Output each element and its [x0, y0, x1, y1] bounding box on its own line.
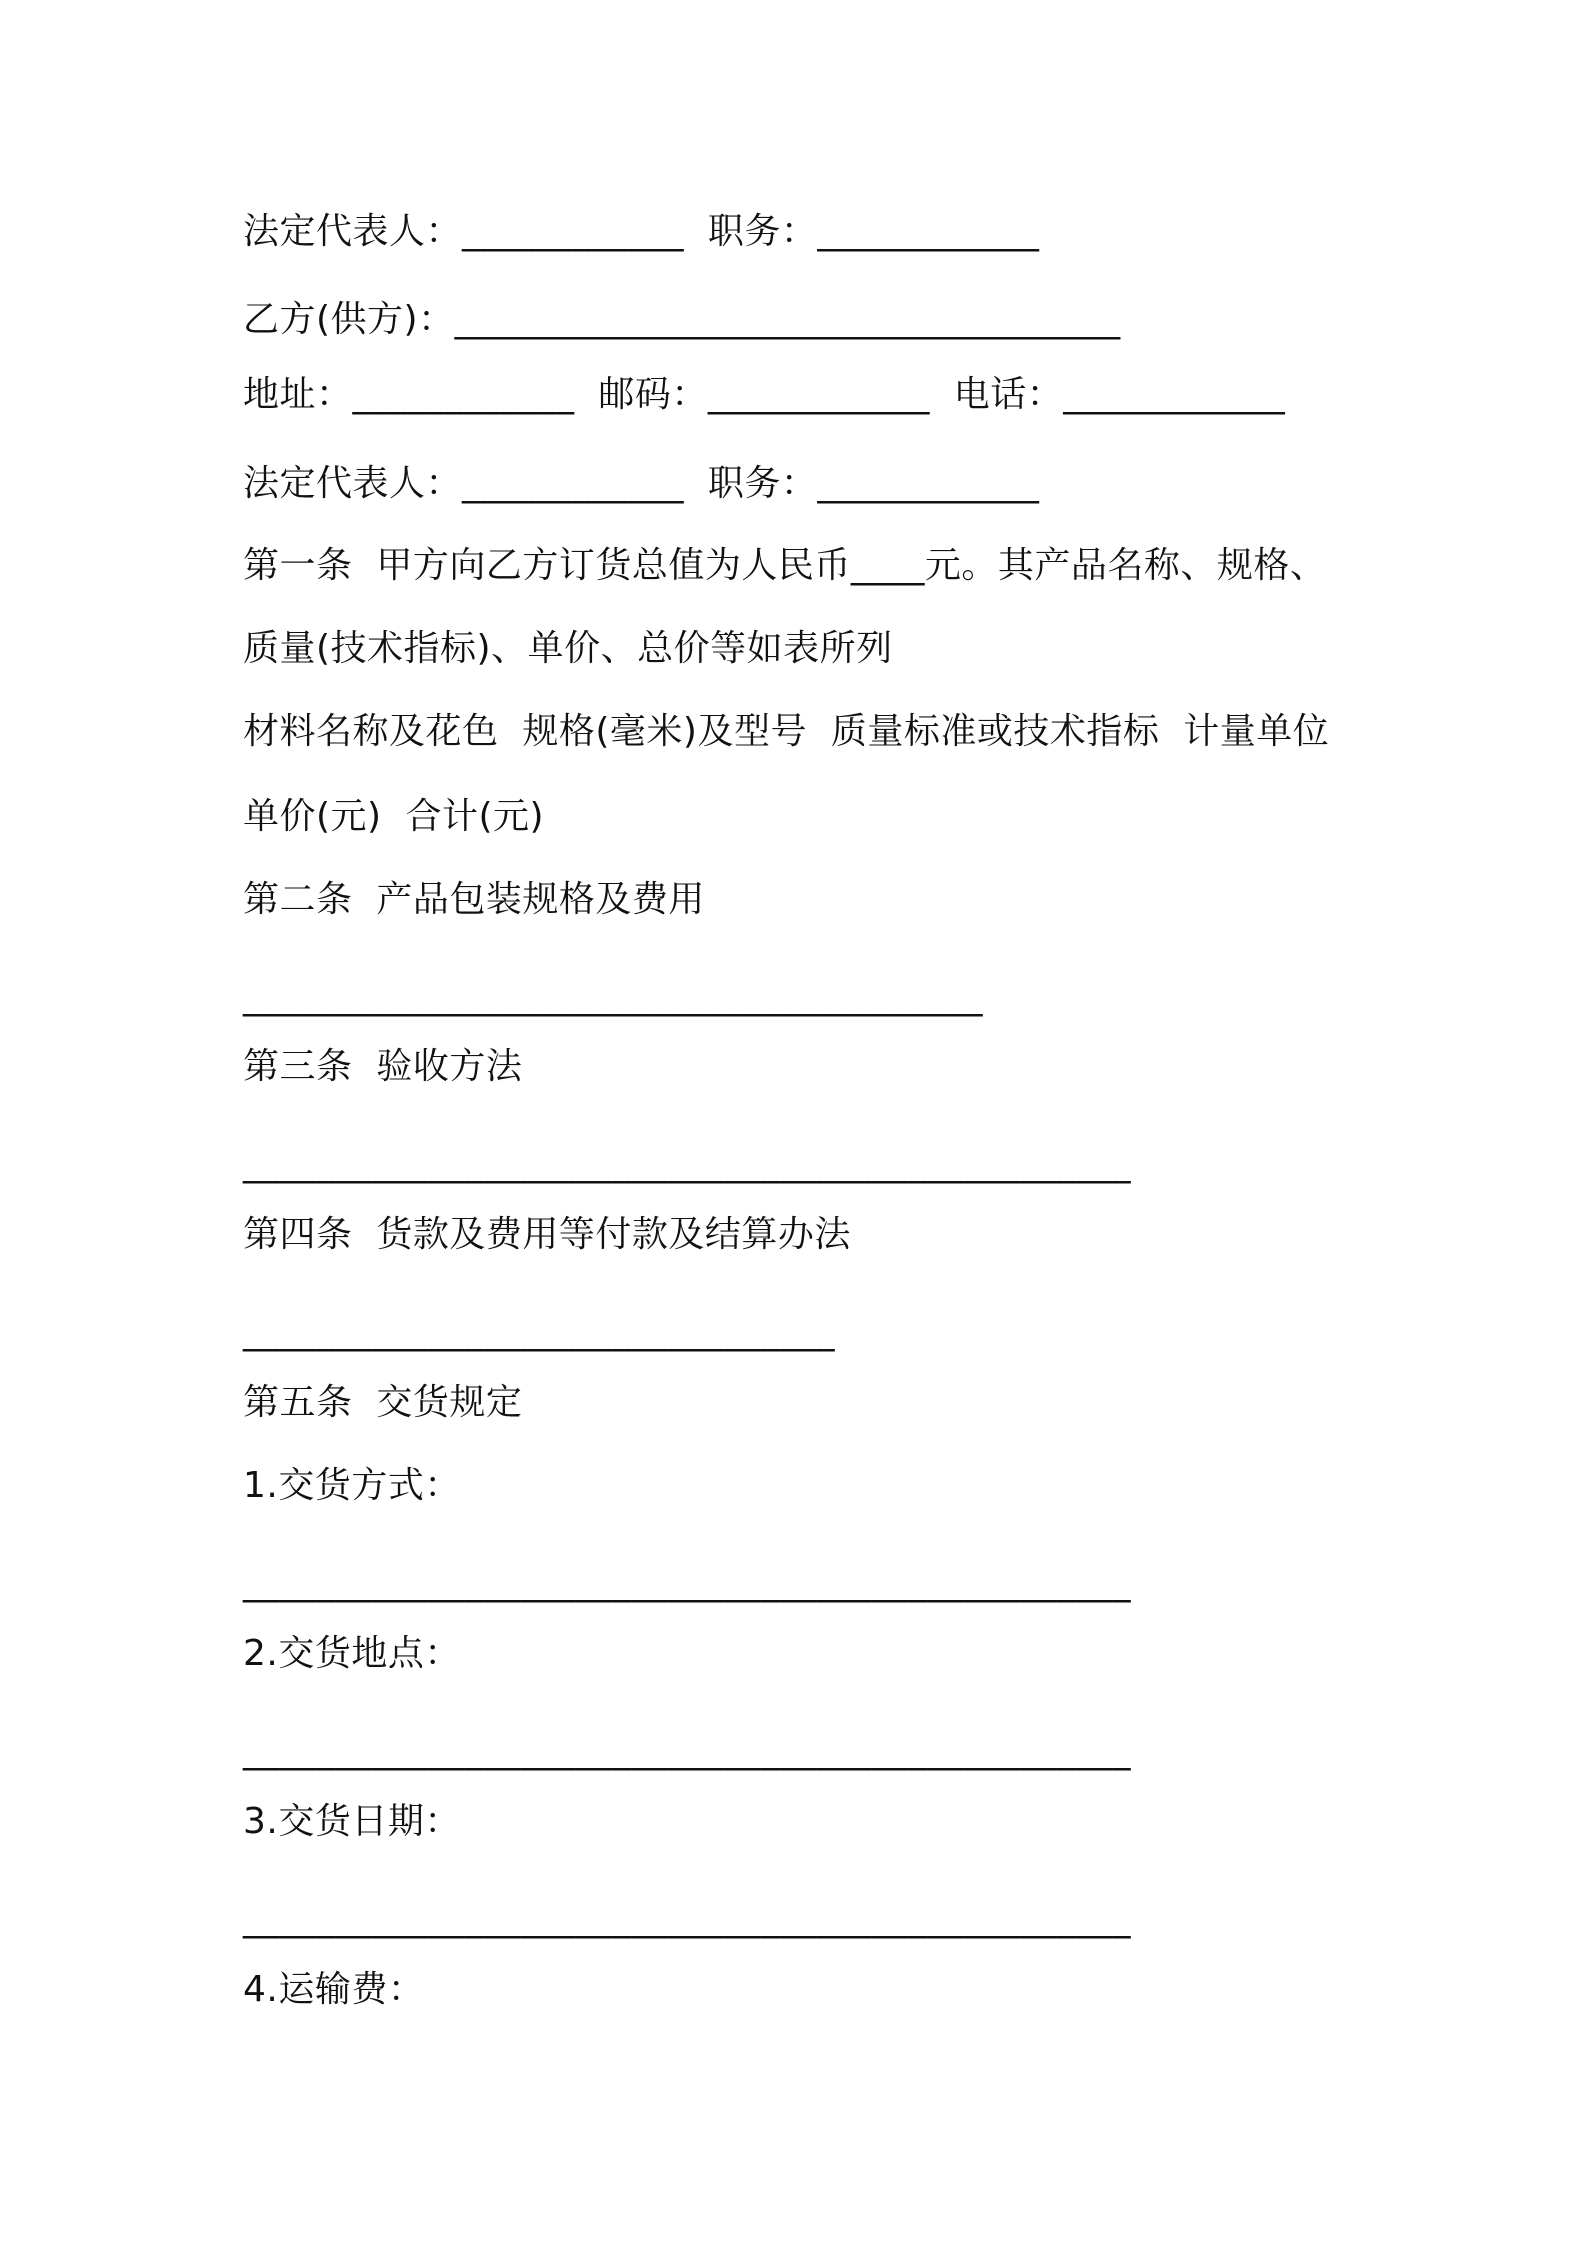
delivery-method-blank-line: ________________________________________________	[243, 1562, 1131, 1603]
delivery-date-blank-line: ________________________________________________	[243, 1898, 1131, 1939]
party-b-address-line: 地址：____________ 邮码：____________ 电话：____________	[243, 374, 1286, 415]
article-3-blank-line: ________________________________________________	[243, 1143, 1131, 1184]
shipping-cost-label: 4.运输费：	[243, 1969, 425, 2010]
delivery-location-label: 2.交货地点：	[243, 1633, 461, 1674]
article-2-heading: 第二条 产品包装规格及费用	[243, 879, 705, 920]
article-1-line-2: 质量(技术指标)、单价、总价等如表所列	[243, 628, 893, 669]
delivery-date-label: 3.交货日期：	[243, 1801, 461, 1842]
article-3-heading: 第三条 验收方法	[243, 1046, 523, 1087]
party-b-supplier-line: 乙方(供方)：____________________________________	[243, 299, 1121, 340]
party-b-legal-representative-line: 法定代表人：____________ 职务：____________	[243, 463, 1040, 504]
article-1-line-1: 第一条 甲方向乙方订货总值为人民币____元。其产品名称、规格、	[243, 545, 1327, 586]
delivery-location-blank-line: ________________________________________________	[243, 1730, 1131, 1771]
article-5-heading: 第五条 交货规定	[243, 1382, 523, 1423]
product-table-header-line-2: 单价(元) 合计(元)	[243, 796, 545, 837]
article-2-blank-line: ________________________________________	[243, 976, 983, 1017]
delivery-method-label: 1.交货方式：	[243, 1465, 461, 1506]
article-4-blank-line: ________________________________	[243, 1311, 835, 1352]
article-4-heading: 第四条 货款及费用等付款及结算办法	[243, 1214, 851, 1255]
product-table-header-line-1: 材料名称及花色 规格(毫米)及型号 质量标准或技术指标 计量单位	[243, 711, 1330, 752]
party-a-legal-representative-line: 法定代表人：____________ 职务：____________	[243, 211, 1040, 252]
